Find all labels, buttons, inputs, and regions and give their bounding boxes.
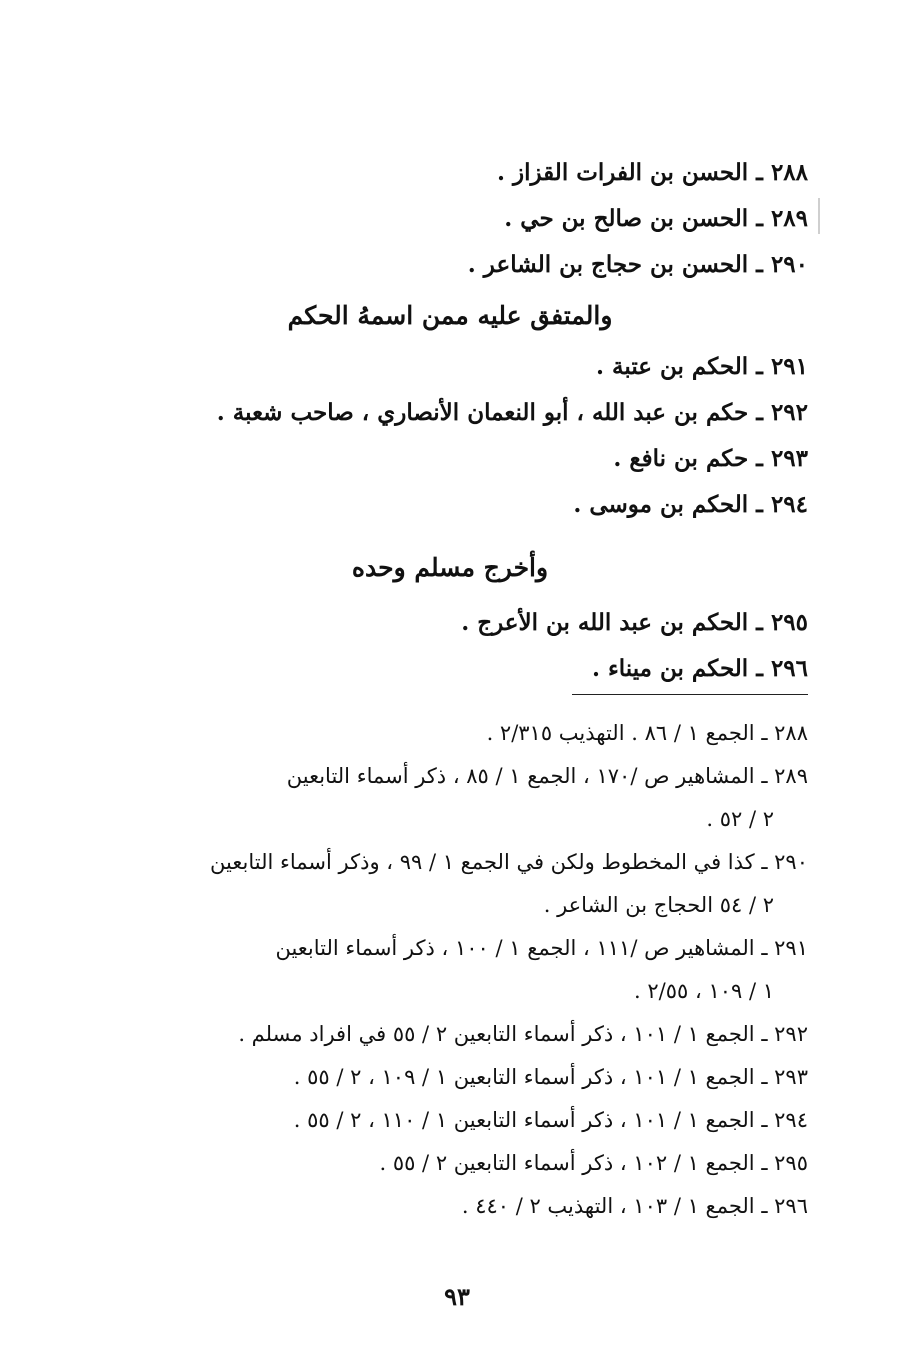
entry-290: ٢٩٠ ـ الحسن بن حجاج بن الشاعر . (467, 251, 808, 278)
footnote-289: ٢٨٩ ـ المشاهير ص /١٧٠ ، الجمع ١ / ٨٥ ، ذكر أسماء التابعين (286, 764, 808, 788)
footnote-291-continued (112, 970, 808, 1013)
section-heading-agreed: والمتفق عليه ممن اسمهُ الحكم (287, 301, 613, 330)
entry-295: ٢٩٥ ـ الحكم بن عبد الله بن الأعرج . (461, 609, 808, 636)
binding-mark (818, 198, 820, 234)
footnote-291-cont-text: ١ / ١٠٩ ، ٢/٥٥ . (634, 979, 774, 1003)
footnote-289-cont-text: ٢ / ٥٢ . (706, 807, 774, 831)
footnote-288: ٢٨٨ ـ الجمع ١ / ٨٦ . التهذيب ٢/٣١٥ . (486, 721, 808, 745)
footnote-293: ٢٩٣ ـ الجمع ١ / ١٠١ ، ذكر أسماء التابعين ١ / ١٠٩ ، ٢ / ٥٥ . (293, 1065, 808, 1089)
footnote-289-continued (112, 798, 808, 841)
footnote-290-cont-text: ٢ / ٥٤ الحجاج بن الشاعر . (543, 893, 774, 917)
footnote-290: ٢٩٠ ـ كذا في المخطوط ولكن في الجمع ١ / ٩٩ ، وذكر أسماء التابعين (210, 850, 808, 874)
page-number: ٩٣ (444, 1282, 470, 1311)
footnotes (112, 712, 808, 1228)
entry-288: ٢٨٨ ـ الحسن بن الفرات القزاز . (496, 159, 808, 186)
section-heading-muslim-only: وأخرج مسلم وحده (351, 553, 549, 582)
entry-289: ٢٨٩ ـ الحسن بن صالح بن حي . (504, 205, 808, 232)
entry-293: ٢٩٣ ـ حكم بن نافع . (613, 445, 808, 472)
entry-292: ٢٩٢ ـ حكم بن عبد الله ، أبو النعمان الأنصاري ، صاحب شعبة . (216, 399, 808, 426)
footnote-295: ٢٩٥ ـ الجمع ١ / ١٠٢ ، ذكر أسماء التابعين ٢ / ٥٥ . (379, 1151, 808, 1175)
entry-294: ٢٩٤ ـ الحكم بن موسى . (573, 491, 808, 518)
footnote-290-continued (112, 884, 808, 927)
entry-291: ٢٩١ ـ الحكم بن عتبة . (596, 353, 808, 380)
footnote-296: ٢٩٦ ـ الجمع ١ / ١٠٣ ، التهذيب ٢ / ٤٤٠ . (461, 1194, 808, 1218)
footnote-291: ٢٩١ ـ المشاهير ص /١١١ ، الجمع ١ / ١٠٠ ، ذكر أسماء التابعين (275, 936, 808, 960)
footnote-294: ٢٩٤ ـ الجمع ١ / ١٠١ ، ذكر أسماء التابعين ١ / ١١٠ ، ٢ / ٥٥ . (293, 1108, 808, 1132)
footnote-divider (572, 694, 808, 695)
entry-296: ٢٩٦ ـ الحكم بن ميناء . (591, 655, 808, 682)
footnote-292: ٢٩٢ ـ الجمع ١ / ١٠١ ، ذكر أسماء التابعين ٢ / ٥٥ في افراد مسلم . (238, 1022, 808, 1046)
main-text (106, 150, 808, 692)
